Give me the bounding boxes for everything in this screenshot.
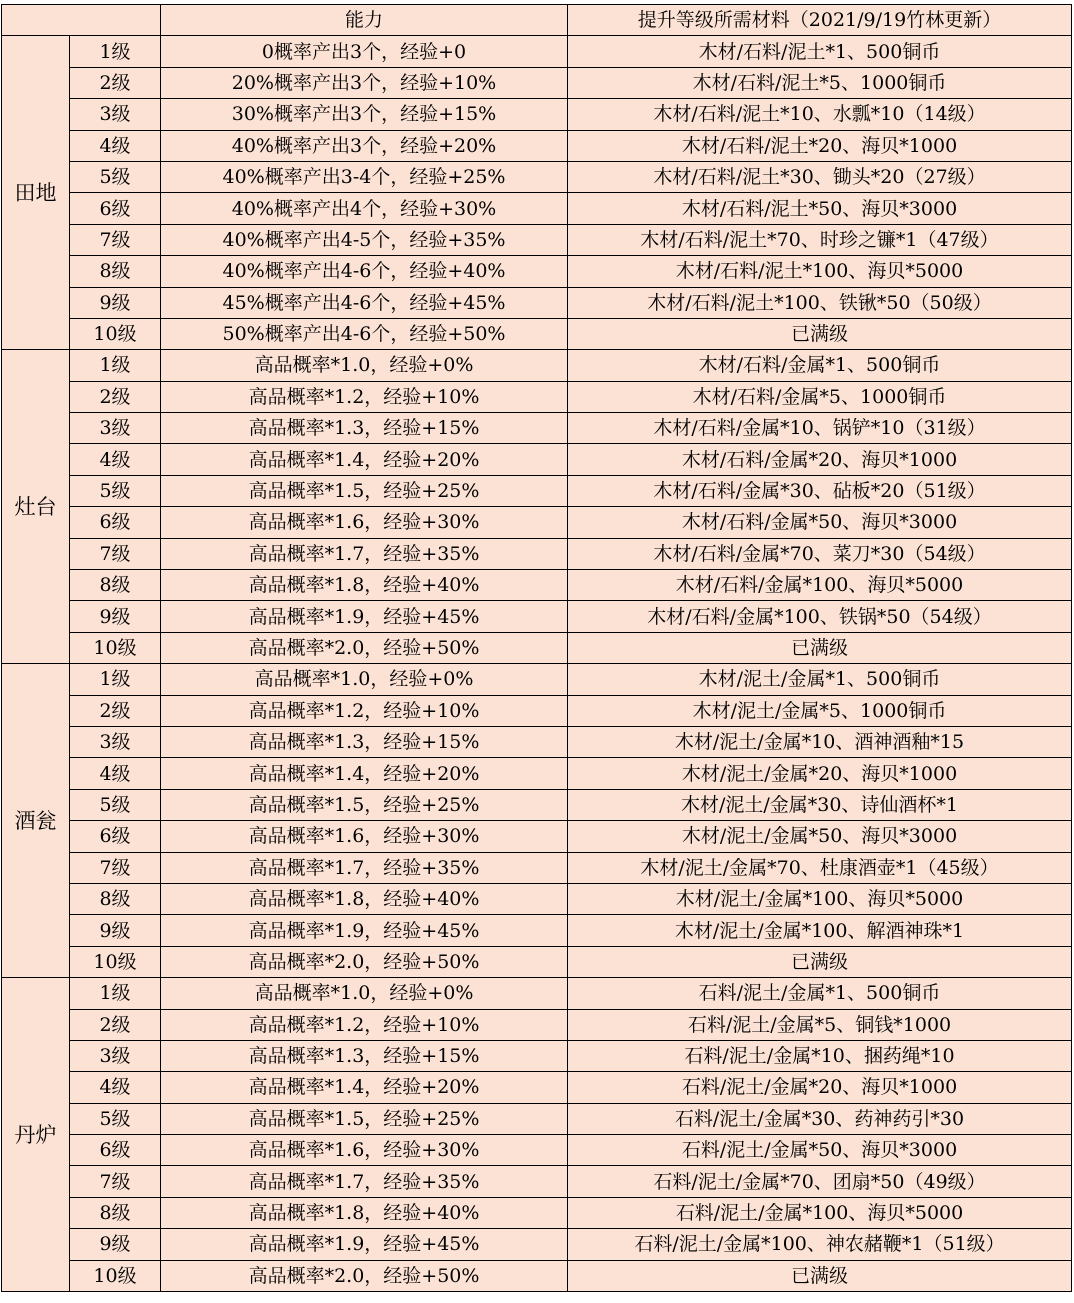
upgrade-table <box>1 4 1072 1292</box>
ability-cell: 高品概率*1.0，经验+0% <box>161 978 568 1009</box>
materials-cell: 木材/石料/金属*10、锅铲*10（31级） <box>568 413 1072 444</box>
table-row <box>2 507 1072 538</box>
materials-cell: 石料/泥土/金属*100、神农赭鞭*1（51级） <box>568 1229 1072 1260</box>
level-cell: 1级 <box>70 978 161 1009</box>
materials-cell: 木材/石料/泥土*1、500铜币 <box>568 36 1072 67</box>
level-cell: 6级 <box>70 507 161 538</box>
ability-cell: 40%概率产出3-4个，经验+25% <box>161 161 568 192</box>
materials-cell: 木材/泥土/金属*100、海贝*5000 <box>568 883 1072 914</box>
table-row <box>2 821 1072 852</box>
table-row <box>2 36 1072 67</box>
ability-cell: 高品概率*1.7，经验+35% <box>161 852 568 883</box>
table-row <box>2 1229 1072 1260</box>
materials-cell: 石料/泥土/金属*10、捆药绳*10 <box>568 1040 1072 1071</box>
ability-cell: 高品概率*1.9，经验+45% <box>161 601 568 632</box>
level-cell: 8级 <box>70 883 161 914</box>
materials-cell: 木材/泥土/金属*50、海贝*3000 <box>568 821 1072 852</box>
materials-cell: 木材/泥土/金属*5、1000铜币 <box>568 695 1072 726</box>
ability-cell: 40%概率产出4-5个，经验+35% <box>161 224 568 255</box>
materials-cell: 木材/石料/金属*100、铁锅*50（54级） <box>568 601 1072 632</box>
ability-cell: 40%概率产出4-6个，经验+40% <box>161 256 568 287</box>
ability-cell: 高品概率*1.4，经验+20% <box>161 444 568 475</box>
ability-cell: 高品概率*1.2，经验+10% <box>161 381 568 412</box>
header-materials: 提升等级所需材料（2021/9/19竹林更新） <box>568 5 1072 36</box>
level-cell: 2级 <box>70 381 161 412</box>
ability-cell: 高品概率*1.3，经验+15% <box>161 413 568 444</box>
materials-cell: 木材/泥土/金属*30、诗仙酒杯*1 <box>568 789 1072 820</box>
materials-cell: 木材/石料/泥土*10、水瓢*10（14级） <box>568 99 1072 130</box>
level-cell: 1级 <box>70 350 161 381</box>
ability-cell: 0概率产出3个，经验+0 <box>161 36 568 67</box>
level-cell: 8级 <box>70 1197 161 1228</box>
table-row <box>2 1009 1072 1040</box>
level-cell: 4级 <box>70 758 161 789</box>
ability-cell: 高品概率*1.8，经验+40% <box>161 570 568 601</box>
table-row <box>2 1260 1072 1291</box>
ability-cell: 高品概率*1.5，经验+25% <box>161 789 568 820</box>
materials-cell: 木材/石料/金属*5、1000铜币 <box>568 381 1072 412</box>
level-cell: 6级 <box>70 821 161 852</box>
materials-cell: 木材/石料/金属*20、海贝*1000 <box>568 444 1072 475</box>
ability-cell: 高品概率*1.3，经验+15% <box>161 1040 568 1071</box>
table-row <box>2 601 1072 632</box>
ability-cell: 高品概率*1.6，经验+30% <box>161 821 568 852</box>
materials-cell: 石料/泥土/金属*100、海贝*5000 <box>568 1197 1072 1228</box>
materials-cell: 木材/石料/金属*1、500铜币 <box>568 350 1072 381</box>
ability-cell: 高品概率*1.8，经验+40% <box>161 883 568 914</box>
level-cell: 3级 <box>70 99 161 130</box>
table-row <box>2 1040 1072 1071</box>
table-row <box>2 350 1072 381</box>
materials-cell: 木材/石料/金属*30、砧板*20（51级） <box>568 475 1072 506</box>
ability-cell: 高品概率*1.2，经验+10% <box>161 1009 568 1040</box>
ability-cell: 高品概率*1.0，经验+0% <box>161 350 568 381</box>
upgrade-table-body <box>2 5 1072 1292</box>
header-row <box>2 5 1072 36</box>
ability-cell: 高品概率*2.0，经验+50% <box>161 946 568 977</box>
ability-cell: 高品概率*1.7，经验+35% <box>161 1166 568 1197</box>
level-cell: 3级 <box>70 413 161 444</box>
level-cell: 8级 <box>70 256 161 287</box>
materials-cell: 石料/泥土/金属*1、500铜币 <box>568 978 1072 1009</box>
table-row <box>2 1197 1072 1228</box>
ability-cell: 高品概率*1.6，经验+30% <box>161 1135 568 1166</box>
materials-cell: 木材/石料/泥土*100、铁锹*50（50级） <box>568 287 1072 318</box>
table-row <box>2 883 1072 914</box>
materials-cell: 石料/泥土/金属*70、团扇*50（49级） <box>568 1166 1072 1197</box>
table-row <box>2 161 1072 192</box>
table-row <box>2 1103 1072 1134</box>
materials-cell: 木材/石料/金属*100、海贝*5000 <box>568 570 1072 601</box>
level-cell: 2级 <box>70 695 161 726</box>
level-cell: 9级 <box>70 287 161 318</box>
materials-cell: 已满级 <box>568 946 1072 977</box>
ability-cell: 高品概率*1.9，经验+45% <box>161 1229 568 1260</box>
materials-cell: 木材/泥土/金属*70、杜康酒壶*1（45级） <box>568 852 1072 883</box>
table-row <box>2 726 1072 757</box>
level-cell: 10级 <box>70 632 161 663</box>
level-cell: 7级 <box>70 538 161 569</box>
table-row <box>2 256 1072 287</box>
ability-cell: 高品概率*1.8，经验+40% <box>161 1197 568 1228</box>
level-cell: 5级 <box>70 1103 161 1134</box>
level-cell: 5级 <box>70 475 161 506</box>
level-cell: 3级 <box>70 1040 161 1071</box>
materials-cell: 木材/泥土/金属*20、海贝*1000 <box>568 758 1072 789</box>
table-row <box>2 758 1072 789</box>
materials-cell: 木材/石料/泥土*30、锄头*20（27级） <box>568 161 1072 192</box>
materials-cell: 木材/泥土/金属*10、酒神酒釉*15 <box>568 726 1072 757</box>
materials-cell: 石料/泥土/金属*30、药神药引*30 <box>568 1103 1072 1134</box>
table-row <box>2 444 1072 475</box>
materials-cell: 木材/石料/泥土*100、海贝*5000 <box>568 256 1072 287</box>
ability-cell: 高品概率*2.0，经验+50% <box>161 1260 568 1291</box>
category-cell: 酒瓮 <box>2 664 70 978</box>
ability-cell: 30%概率产出3个，经验+15% <box>161 99 568 130</box>
level-cell: 7级 <box>70 852 161 883</box>
level-cell: 9级 <box>70 1229 161 1260</box>
level-cell: 2级 <box>70 1009 161 1040</box>
table-row <box>2 695 1072 726</box>
ability-cell: 高品概率*1.0，经验+0% <box>161 664 568 695</box>
level-cell: 1级 <box>70 664 161 695</box>
level-cell: 4级 <box>70 1072 161 1103</box>
ability-cell: 40%概率产出4个，经验+30% <box>161 193 568 224</box>
table-row <box>2 413 1072 444</box>
header-ability: 能力 <box>161 5 568 36</box>
table-row <box>2 193 1072 224</box>
level-cell: 7级 <box>70 1166 161 1197</box>
ability-cell: 高品概率*1.6，经验+30% <box>161 507 568 538</box>
category-cell: 灶台 <box>2 350 70 664</box>
level-cell: 5级 <box>70 789 161 820</box>
materials-cell: 石料/泥土/金属*5、铜钱*1000 <box>568 1009 1072 1040</box>
ability-cell: 高品概率*1.9，经验+45% <box>161 915 568 946</box>
level-cell: 6级 <box>70 193 161 224</box>
materials-cell: 木材/泥土/金属*1、500铜币 <box>568 664 1072 695</box>
header-blank-cell <box>2 5 161 36</box>
table-row <box>2 224 1072 255</box>
ability-cell: 高品概率*1.4，经验+20% <box>161 758 568 789</box>
materials-cell: 已满级 <box>568 632 1072 663</box>
table-row <box>2 915 1072 946</box>
table-row <box>2 1072 1072 1103</box>
materials-cell: 石料/泥土/金属*20、海贝*1000 <box>568 1072 1072 1103</box>
level-cell: 4级 <box>70 130 161 161</box>
materials-cell: 已满级 <box>568 1260 1072 1291</box>
level-cell: 6级 <box>70 1135 161 1166</box>
materials-cell: 木材/石料/金属*70、菜刀*30（54级） <box>568 538 1072 569</box>
ability-cell: 高品概率*1.2，经验+10% <box>161 695 568 726</box>
ability-cell: 高品概率*1.5，经验+25% <box>161 475 568 506</box>
ability-cell: 45%概率产出4-6个，经验+45% <box>161 287 568 318</box>
table-row <box>2 852 1072 883</box>
table-row <box>2 570 1072 601</box>
level-cell: 7级 <box>70 224 161 255</box>
materials-cell: 木材/石料/泥土*20、海贝*1000 <box>568 130 1072 161</box>
table-row <box>2 789 1072 820</box>
level-cell: 1级 <box>70 36 161 67</box>
category-cell: 丹炉 <box>2 978 70 1292</box>
ability-cell: 50%概率产出4-6个，经验+50% <box>161 318 568 349</box>
level-cell: 3级 <box>70 726 161 757</box>
table-row <box>2 130 1072 161</box>
table-row <box>2 1166 1072 1197</box>
level-cell: 9级 <box>70 601 161 632</box>
ability-cell: 高品概率*1.3，经验+15% <box>161 726 568 757</box>
level-cell: 9级 <box>70 915 161 946</box>
level-cell: 4级 <box>70 444 161 475</box>
ability-cell: 40%概率产出3个，经验+20% <box>161 130 568 161</box>
materials-cell: 木材/石料/泥土*50、海贝*3000 <box>568 193 1072 224</box>
level-cell: 8级 <box>70 570 161 601</box>
level-cell: 10级 <box>70 1260 161 1291</box>
materials-cell: 石料/泥土/金属*50、海贝*3000 <box>568 1135 1072 1166</box>
level-cell: 2级 <box>70 67 161 98</box>
table-row <box>2 381 1072 412</box>
table-row <box>2 287 1072 318</box>
level-cell: 5级 <box>70 161 161 192</box>
table-row <box>2 99 1072 130</box>
ability-cell: 高品概率*1.7，经验+35% <box>161 538 568 569</box>
materials-cell: 木材/石料/金属*50、海贝*3000 <box>568 507 1072 538</box>
ability-cell: 20%概率产出3个，经验+10% <box>161 67 568 98</box>
table-row <box>2 318 1072 349</box>
level-cell: 10级 <box>70 946 161 977</box>
table-row <box>2 67 1072 98</box>
level-cell: 10级 <box>70 318 161 349</box>
materials-cell: 木材/石料/泥土*70、时珍之镰*1（47级） <box>568 224 1072 255</box>
ability-cell: 高品概率*2.0，经验+50% <box>161 632 568 663</box>
table-row <box>2 475 1072 506</box>
table-row <box>2 1135 1072 1166</box>
table-row <box>2 946 1072 977</box>
materials-cell: 已满级 <box>568 318 1072 349</box>
table-row <box>2 632 1072 663</box>
table-row <box>2 538 1072 569</box>
table-row <box>2 978 1072 1009</box>
materials-cell: 木材/石料/泥土*5、1000铜币 <box>568 67 1072 98</box>
ability-cell: 高品概率*1.5，经验+25% <box>161 1103 568 1134</box>
table-row <box>2 664 1072 695</box>
materials-cell: 木材/泥土/金属*100、解酒神珠*1 <box>568 915 1072 946</box>
ability-cell: 高品概率*1.4，经验+20% <box>161 1072 568 1103</box>
category-cell: 田地 <box>2 36 70 350</box>
